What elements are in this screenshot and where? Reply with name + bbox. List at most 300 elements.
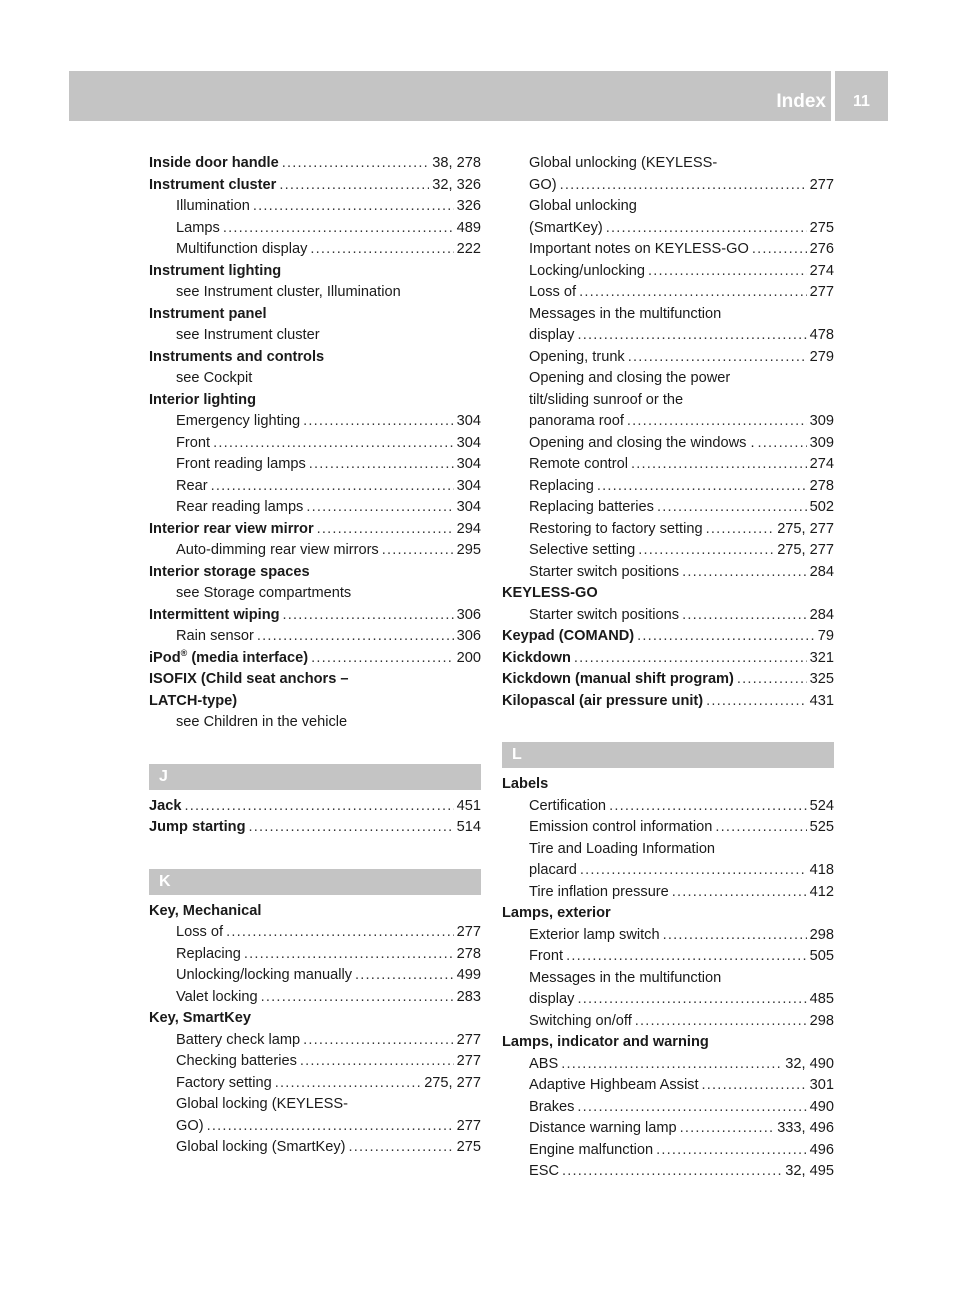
entry-label: KEYLESS-GO — [502, 585, 598, 601]
page-reference[interactable]: 275, 277 — [777, 520, 834, 537]
page-reference[interactable]: 490 — [809, 1098, 834, 1115]
page-reference[interactable]: 309 — [809, 434, 834, 451]
dot-leader — [303, 1030, 454, 1052]
page-reference[interactable]: 294 — [456, 520, 481, 537]
page-reference[interactable]: 431 — [809, 692, 834, 709]
page-reference[interactable]: 309 — [809, 413, 834, 429]
dot-leader — [702, 1075, 807, 1097]
index-subentry[interactable] — [502, 304, 834, 326]
index-subentry[interactable] — [149, 1094, 481, 1116]
entry-label: Opening and closing the windows . — [529, 434, 755, 451]
dot-leader — [184, 796, 453, 818]
entry-label: Interior storage spaces — [149, 563, 310, 580]
page-reference[interactable]: 275 — [809, 219, 834, 236]
entry-label: Instruments and controls — [149, 348, 325, 365]
entry-label: Global unlocking (KEYLESS- — [529, 155, 718, 171]
dot-leader — [283, 605, 454, 627]
page-title: Index — [776, 91, 826, 112]
dot-leader — [317, 519, 454, 541]
page-reference[interactable]: 274 — [809, 456, 834, 472]
entry-label: Front — [529, 948, 564, 964]
entry-label: Emission control information — [529, 819, 713, 835]
page-reference[interactable]: 277 — [456, 924, 481, 940]
entry-label: Front — [176, 434, 211, 451]
dot-leader — [638, 540, 774, 562]
index-entry[interactable] — [149, 648, 481, 670]
index-subentry[interactable] — [149, 583, 481, 605]
entry-label: GO) — [176, 1117, 204, 1134]
dot-leader — [706, 691, 807, 713]
index-subentry[interactable] — [502, 411, 834, 433]
index-subentry[interactable] — [149, 712, 481, 734]
dot-leader — [715, 817, 806, 839]
entry-label: Tire inflation pressure — [529, 883, 669, 900]
index-subentry[interactable] — [502, 839, 834, 861]
page-reference[interactable]: 489 — [456, 219, 481, 236]
dot-leader — [628, 347, 807, 369]
page-reference[interactable]: 478 — [809, 327, 834, 343]
index-entry[interactable] — [149, 669, 481, 691]
dot-leader — [300, 1051, 454, 1073]
entry-label: Lamps, indicator and warning — [502, 1034, 709, 1050]
entry-label: Lamps — [176, 219, 220, 236]
index-subentry[interactable] — [502, 476, 834, 498]
entry-label: Valet locking — [176, 988, 258, 1005]
page-reference[interactable]: 277 — [456, 1031, 481, 1048]
index-subentry[interactable] — [502, 325, 834, 347]
page-reference[interactable]: 304 — [456, 413, 481, 429]
index-entry[interactable] — [149, 901, 481, 923]
entry-label: Labels — [502, 776, 549, 792]
dot-leader — [737, 669, 807, 691]
index-subentry[interactable] — [149, 944, 481, 966]
entry-label: Remote control — [529, 456, 628, 472]
index-subentry[interactable] — [149, 196, 481, 218]
entry-label: Tire and Loading Information — [529, 840, 716, 857]
dot-leader — [663, 925, 807, 947]
entry-label: Kickdown — [502, 649, 571, 666]
dot-leader — [275, 1073, 421, 1095]
entry-label: Locking/unlocking — [529, 262, 646, 279]
dot-leader — [282, 153, 430, 175]
spacer — [502, 712, 834, 742]
dot-leader — [309, 454, 454, 476]
entry-label: see Instrument cluster, Illumination — [176, 284, 401, 300]
dot-leader — [355, 965, 454, 987]
page-reference[interactable]: 304 — [456, 434, 481, 451]
page-reference[interactable]: 283 — [456, 988, 481, 1005]
index-subentry[interactable] — [502, 454, 834, 476]
dot-leader — [706, 519, 775, 541]
entry-label: Interior rear view mirror — [149, 520, 314, 537]
page-reference[interactable]: 277 — [456, 1117, 481, 1134]
dot-leader — [648, 261, 807, 283]
page-reference[interactable]: 32, 495 — [785, 1163, 834, 1179]
index-entry[interactable] — [149, 691, 481, 713]
page-reference[interactable]: 505 — [809, 948, 834, 964]
page-reference[interactable]: 326 — [456, 198, 481, 214]
entry-label: Restoring to factory setting — [529, 520, 703, 537]
entry-label: Global unlocking — [529, 198, 637, 214]
index-entry[interactable] — [149, 153, 481, 175]
dot-leader — [635, 1011, 807, 1033]
entry-label: Checking batteries — [176, 1053, 297, 1069]
index-subentry[interactable] — [149, 218, 481, 240]
page-reference[interactable]: 32, 490 — [785, 1055, 834, 1072]
index-subentry[interactable] — [502, 1011, 834, 1033]
index-entry[interactable] — [502, 626, 834, 648]
index-entry[interactable] — [149, 261, 481, 283]
index-subentry[interactable] — [502, 390, 834, 412]
index-subentry[interactable] — [149, 1051, 481, 1073]
entry-label: iPod® (media interface) — [149, 647, 309, 666]
entry-label: ESC — [529, 1163, 560, 1179]
entry-label: Instrument lighting — [149, 262, 282, 279]
entry-label: Replacing batteries — [529, 499, 654, 515]
page-reference[interactable]: 200 — [456, 649, 481, 666]
entry-label: Exterior lamp switch — [529, 926, 660, 943]
dot-leader — [579, 282, 807, 304]
dot-leader — [680, 1118, 775, 1140]
page-reference[interactable]: 276 — [809, 241, 834, 257]
entry-label: Intermittent wiping — [149, 606, 280, 623]
index-subentry[interactable] — [502, 860, 834, 882]
page-reference[interactable]: 277 — [809, 176, 834, 193]
page-reference[interactable]: 295 — [456, 542, 481, 558]
index-subentry[interactable] — [502, 175, 834, 197]
dot-leader — [577, 1097, 806, 1119]
dot-leader — [752, 239, 807, 261]
index-subentry[interactable] — [502, 1161, 834, 1183]
index-entry[interactable] — [149, 1008, 481, 1030]
entry-label: ISOFIX (Child seat anchors – — [149, 671, 349, 687]
index-subentry[interactable] — [502, 519, 834, 541]
dot-leader — [303, 411, 454, 433]
index-subentry[interactable] — [149, 626, 481, 648]
dot-leader — [382, 540, 454, 562]
index-subentry[interactable] — [502, 796, 834, 818]
index-subentry[interactable] — [149, 325, 481, 347]
entry-label: Rear — [176, 477, 208, 494]
index-subentry[interactable] — [149, 454, 481, 476]
entry-label: Global locking (KEYLESS- — [176, 1096, 348, 1112]
index-subentry[interactable] — [149, 239, 481, 261]
page-reference[interactable]: 525 — [809, 819, 834, 835]
entry-label: Battery check lamp — [176, 1031, 301, 1048]
index-column-right — [502, 153, 834, 1183]
index-subentry[interactable] — [149, 540, 481, 562]
page-reference[interactable]: 79 — [817, 628, 834, 644]
entry-label: Replacing — [176, 945, 241, 962]
page-reference[interactable]: 306 — [456, 606, 481, 623]
dot-leader — [631, 454, 807, 476]
page-reference[interactable]: 274 — [809, 262, 834, 279]
entry-label: ABS — [529, 1055, 559, 1072]
index-subentry[interactable] — [502, 1097, 834, 1119]
entry-label: Rain sensor — [176, 628, 254, 644]
entry-label: Loss of — [176, 924, 224, 940]
page-reference[interactable]: 304 — [456, 456, 481, 472]
dot-leader — [223, 218, 454, 240]
page-reference[interactable]: 524 — [809, 797, 834, 814]
dot-leader — [566, 946, 807, 968]
page-reference[interactable]: 304 — [456, 477, 481, 494]
page-reference[interactable]: 284 — [809, 563, 834, 580]
entry-label: Replacing — [529, 477, 594, 494]
page-number: 11 — [853, 93, 870, 110]
dot-leader — [349, 1137, 454, 1159]
page-reference[interactable]: 278 — [456, 945, 481, 962]
dot-leader — [574, 648, 807, 670]
page-reference[interactable]: 275, 277 — [424, 1074, 481, 1091]
dot-leader — [213, 433, 454, 455]
dot-leader — [609, 796, 807, 818]
entry-label: Opening and closing the power — [529, 370, 731, 386]
index-subentry[interactable] — [502, 196, 834, 218]
page-reference[interactable]: 275, 277 — [777, 542, 834, 558]
entry-label: Jump starting — [149, 819, 246, 835]
dot-leader — [597, 476, 807, 498]
index-subentry[interactable] — [149, 987, 481, 1009]
index-subentry[interactable] — [502, 239, 834, 261]
index-entry[interactable] — [149, 817, 481, 839]
index-subentry[interactable] — [502, 433, 834, 455]
entry-label: Lamps, exterior — [502, 905, 611, 921]
dot-leader — [560, 175, 807, 197]
entry-label: Switching on/off — [529, 1012, 632, 1029]
index-entry[interactable] — [149, 605, 481, 627]
entry-label: Global locking (SmartKey) — [176, 1139, 346, 1155]
index-subentry[interactable] — [149, 476, 481, 498]
index-column-left — [149, 153, 481, 1159]
dot-leader — [261, 987, 454, 1009]
dot-leader — [249, 817, 454, 839]
entry-label: see Children in the vehicle — [176, 714, 348, 730]
index-subentry[interactable] — [149, 1030, 481, 1052]
page-reference[interactable]: 32, 326 — [432, 176, 481, 193]
page-reference[interactable]: 325 — [809, 671, 834, 687]
entry-label: Interior lighting — [149, 391, 257, 408]
page-reference[interactable]: 298 — [809, 926, 834, 943]
index-entry[interactable] — [502, 669, 834, 691]
entry-label: Selective setting — [529, 542, 636, 558]
page-reference[interactable]: 278 — [809, 477, 834, 494]
page-reference[interactable]: 514 — [456, 819, 481, 835]
entry-label: Messages in the multifunction — [529, 969, 722, 986]
page-reference[interactable]: 306 — [456, 628, 481, 644]
index-entry[interactable] — [502, 774, 834, 796]
entry-label: Engine malfunction — [529, 1141, 654, 1158]
entry-label: see Instrument cluster — [176, 327, 320, 343]
dot-leader — [682, 605, 807, 627]
index-subentry[interactable] — [502, 497, 834, 519]
index-subentry[interactable] — [502, 925, 834, 947]
entry-label: Important notes on KEYLESS-GO — [529, 241, 749, 257]
dot-leader — [577, 989, 806, 1011]
index-subentry[interactable] — [502, 968, 834, 990]
entry-label: Emergency lighting — [176, 413, 301, 429]
index-subentry[interactable] — [149, 282, 481, 304]
entry-label: Kickdown (manual shift program) — [502, 671, 734, 687]
index-entry[interactable] — [502, 648, 834, 670]
entry-label: Opening, trunk — [529, 348, 625, 365]
index-entry[interactable] — [149, 562, 481, 584]
page-reference[interactable]: 222 — [456, 241, 481, 257]
index-subentry[interactable] — [502, 282, 834, 304]
index-entry[interactable] — [149, 347, 481, 369]
dot-leader — [627, 411, 807, 433]
index-subentry[interactable] — [149, 1137, 481, 1159]
index-subentry[interactable] — [502, 540, 834, 562]
entry-label: Kilopascal (air pressure unit) — [502, 692, 704, 709]
entry-label: Inside door handle — [149, 155, 279, 171]
section-letter: L — [502, 742, 834, 768]
entry-label: see Cockpit — [176, 370, 253, 386]
dot-leader — [244, 944, 454, 966]
entry-label: Unlocking/locking manually — [176, 967, 353, 983]
page-reference[interactable]: 298 — [809, 1012, 834, 1029]
dot-leader — [562, 1161, 782, 1183]
index-entry[interactable] — [502, 691, 834, 713]
spacer — [149, 839, 481, 869]
section-letter: K — [149, 869, 481, 895]
page-reference[interactable]: 496 — [809, 1141, 834, 1158]
index-entry[interactable] — [149, 390, 481, 412]
entry-label: Auto-dimming rear view mirrors — [176, 542, 379, 558]
entry-label: Key, SmartKey — [149, 1010, 251, 1026]
page-reference[interactable]: 275 — [456, 1139, 481, 1155]
index-subentry[interactable] — [502, 1140, 834, 1162]
dot-leader — [257, 626, 454, 648]
index-subentry[interactable] — [149, 433, 481, 455]
index-subentry[interactable] — [149, 922, 481, 944]
index-subentry[interactable] — [502, 153, 834, 175]
dot-leader — [211, 476, 454, 498]
index-subentry[interactable] — [502, 261, 834, 283]
page-reference[interactable]: 451 — [456, 797, 481, 814]
page-reference[interactable]: 499 — [456, 967, 481, 983]
dot-leader — [637, 626, 815, 648]
dot-leader — [657, 497, 807, 519]
page-reference[interactable]: 301 — [809, 1077, 834, 1093]
dot-leader — [310, 239, 453, 261]
index-entry[interactable] — [149, 175, 481, 197]
index-subentry[interactable] — [502, 1118, 834, 1140]
entry-label: Distance warning lamp — [529, 1120, 677, 1136]
entry-label: Rear reading lamps — [176, 499, 304, 515]
page-reference[interactable]: 304 — [456, 499, 481, 515]
index-subentry[interactable] — [149, 411, 481, 433]
entry-label: Brakes — [529, 1098, 575, 1115]
dot-leader — [656, 1140, 807, 1162]
entry-label: Front reading lamps — [176, 456, 306, 472]
page-reference[interactable]: 502 — [809, 499, 834, 515]
dot-leader — [561, 1054, 782, 1076]
dot-leader — [207, 1116, 454, 1138]
dot-leader — [606, 218, 807, 240]
index-entry[interactable] — [149, 796, 481, 818]
index-subentry[interactable] — [149, 965, 481, 987]
dot-leader — [682, 562, 807, 584]
entry-label: tilt/sliding sunroof or the — [529, 391, 684, 408]
entry-label: Certification — [529, 797, 607, 814]
entry-label: panorama roof — [529, 413, 624, 429]
entry-label: Factory setting — [176, 1074, 272, 1091]
entry-label: display — [529, 327, 575, 343]
entry-label: Starter switch positions — [529, 563, 680, 580]
index-subentry[interactable] — [502, 605, 834, 627]
index-subentry[interactable] — [149, 1073, 481, 1095]
entry-label: Loss of — [529, 284, 577, 300]
page-reference[interactable]: 284 — [809, 606, 834, 623]
page-reference[interactable]: 485 — [809, 991, 834, 1007]
page-reference[interactable]: 38, 278 — [432, 155, 481, 171]
entry-label: (SmartKey) — [529, 219, 603, 236]
entry-label: Key, Mechanical — [149, 902, 262, 919]
entry-label: Starter switch positions — [529, 606, 680, 623]
section-letter: J — [149, 764, 481, 790]
page-reference[interactable]: 333, 496 — [777, 1120, 834, 1136]
page-reference[interactable]: 279 — [809, 348, 834, 365]
entry-label: Jack — [149, 797, 182, 814]
index-subentry[interactable] — [502, 368, 834, 390]
dot-leader — [577, 325, 806, 347]
index-entry[interactable] — [502, 903, 834, 925]
dot-leader — [253, 196, 454, 218]
spacer — [149, 734, 481, 764]
index-subentry[interactable] — [149, 497, 481, 519]
page-reference[interactable]: 412 — [809, 883, 834, 900]
registered-mark: ® — [180, 647, 188, 658]
page-reference[interactable]: 418 — [809, 862, 834, 878]
entry-label: Multifunction display — [176, 241, 308, 257]
entry-label: Illumination — [176, 198, 250, 214]
index-entry[interactable] — [149, 519, 481, 541]
index-entry[interactable] — [149, 304, 481, 326]
index-subentry[interactable] — [502, 989, 834, 1011]
index-subentry[interactable] — [149, 368, 481, 390]
entry-label: Keypad (COMAND) — [502, 628, 635, 644]
index-subentry[interactable] — [149, 1116, 481, 1138]
page-reference[interactable]: 321 — [809, 649, 834, 666]
entry-label: placard — [529, 862, 577, 878]
entry-label: Adaptive Highbeam Assist — [529, 1077, 699, 1093]
page-reference[interactable]: 277 — [809, 284, 834, 300]
dot-leader — [279, 175, 429, 197]
dot-leader — [306, 497, 453, 519]
dot-leader — [311, 648, 454, 670]
index-subentry[interactable] — [502, 562, 834, 584]
index-subentry[interactable] — [502, 1075, 834, 1097]
dot-leader — [580, 860, 807, 882]
page-reference[interactable]: 277 — [456, 1053, 481, 1069]
index-subentry[interactable] — [502, 218, 834, 240]
index-subentry[interactable] — [502, 1054, 834, 1076]
entry-label: Instrument panel — [149, 305, 267, 322]
entry-label: see Storage compartments — [176, 585, 352, 601]
index-subentry[interactable] — [502, 882, 834, 904]
entry-label: Messages in the multifunction — [529, 305, 722, 322]
index-subentry[interactable] — [502, 817, 834, 839]
index-subentry[interactable] — [502, 347, 834, 369]
index-subentry[interactable] — [502, 946, 834, 968]
index-entry[interactable] — [502, 1032, 834, 1054]
dot-leader — [226, 922, 454, 944]
entry-label: display — [529, 991, 575, 1007]
entry-label: LATCH-type) — [149, 692, 238, 709]
index-entry[interactable] — [502, 583, 834, 605]
dot-leader — [672, 882, 807, 904]
